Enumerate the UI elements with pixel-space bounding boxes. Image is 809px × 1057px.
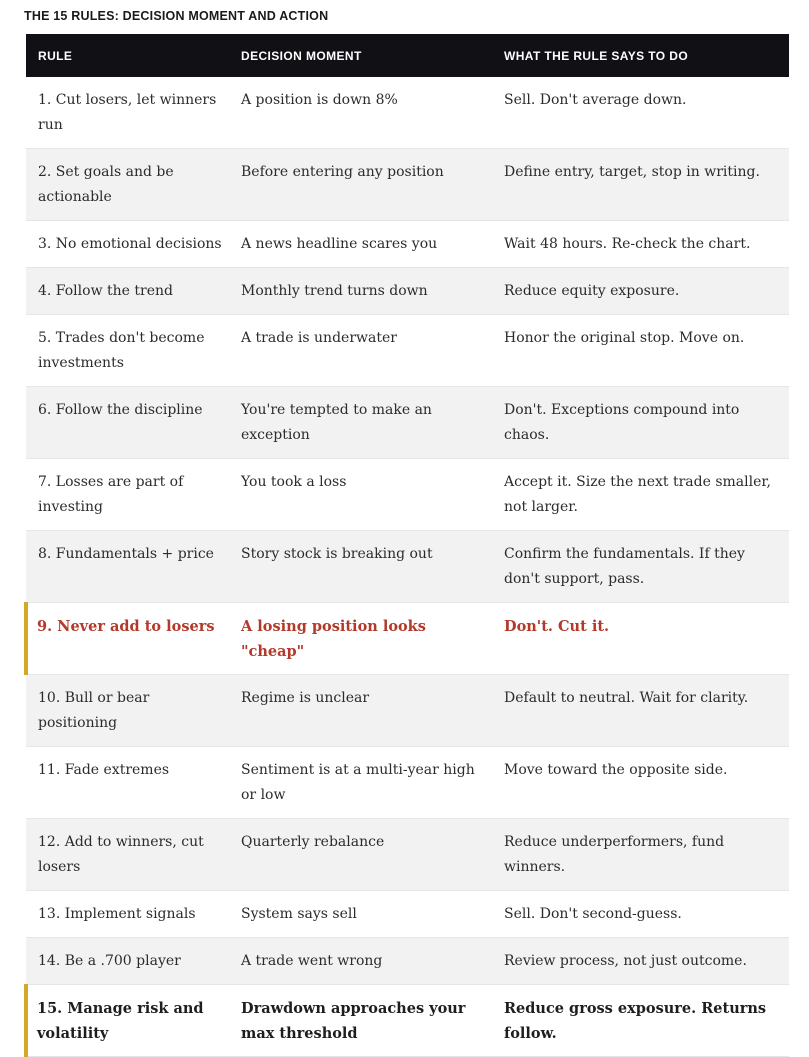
rule-cell: 4. Follow the trend — [26, 268, 233, 315]
decision-moment-cell: Regime is unclear — [233, 675, 496, 747]
decision-moment-cell: Quarterly rebalance — [233, 819, 496, 891]
rule-cell: 1. Cut losers, let winners run — [26, 77, 233, 149]
action-cell: Reduce underperformers, fund winners. — [496, 819, 789, 891]
rule-cell: 7. Losses are part of investing — [26, 459, 233, 531]
decision-moment-cell: A losing position looks "cheap" — [233, 603, 496, 675]
column-header-rule: RULE — [26, 34, 233, 77]
rule-cell: 13. Implement signals — [26, 891, 233, 938]
table-row — [26, 387, 789, 459]
action-cell: Move toward the opposite side. — [496, 747, 789, 819]
decision-moment-cell: Monthly trend turns down — [233, 268, 496, 315]
action-cell: Reduce gross exposure. Returns follow. — [496, 985, 789, 1057]
decision-moment-cell: A trade is underwater — [233, 315, 496, 387]
decision-moment-cell: You took a loss — [233, 459, 496, 531]
table-row — [26, 675, 789, 747]
rule-cell: 14. Be a .700 player — [26, 938, 233, 985]
table-header — [26, 34, 789, 77]
action-cell: Accept it. Size the next trade smaller, not larger. — [496, 459, 789, 531]
table-row — [26, 268, 789, 315]
decision-moment-cell: Before entering any position — [233, 149, 496, 221]
decision-moment-cell: Drawdown approaches your max threshold — [233, 985, 496, 1057]
table-row — [26, 747, 789, 819]
decision-moment-cell: You're tempted to make an exception — [233, 387, 496, 459]
table-row — [26, 221, 789, 268]
rule-cell: 12. Add to winners, cut losers — [26, 819, 233, 891]
table-row — [26, 315, 789, 387]
action-cell: Confirm the fundamentals. If they don't support, pass. — [496, 531, 789, 603]
rule-cell: 15. Manage risk and volatility — [26, 985, 233, 1057]
column-header-action: WHAT THE RULE SAYS TO DO — [496, 34, 789, 77]
table-caption: THE 15 RULES: DECISION MOMENT AND ACTION — [24, 9, 329, 23]
action-cell: Don't. Cut it. — [496, 603, 789, 675]
rule-cell: 6. Follow the discipline — [26, 387, 233, 459]
rule-cell: 11. Fade extremes — [26, 747, 233, 819]
action-cell: Define entry, target, stop in writing. — [496, 149, 789, 221]
table-row — [26, 819, 789, 891]
rule-cell: 10. Bull or bear positioning — [26, 675, 233, 747]
table-row — [26, 149, 789, 221]
decision-moment-cell: A news headline scares you — [233, 221, 496, 268]
highlighted-table-row — [26, 985, 789, 1057]
table-row — [26, 77, 789, 149]
rule-cell: 3. No emotional decisions — [26, 221, 233, 268]
action-cell: Sell. Don't average down. — [496, 77, 789, 149]
rule-cell: 5. Trades don't become investments — [26, 315, 233, 387]
table-body — [26, 77, 789, 1057]
highlighted-table-row — [26, 603, 789, 675]
action-cell: Review process, not just outcome. — [496, 938, 789, 985]
decision-moment-cell: System says sell — [233, 891, 496, 938]
table-row — [26, 891, 789, 938]
rules-table — [24, 34, 789, 1057]
decision-moment-cell: Sentiment is at a multi-year high or low — [233, 747, 496, 819]
action-cell: Wait 48 hours. Re-check the chart. — [496, 221, 789, 268]
decision-moment-cell: A position is down 8% — [233, 77, 496, 149]
action-cell: Honor the original stop. Move on. — [496, 315, 789, 387]
action-cell: Default to neutral. Wait for clarity. — [496, 675, 789, 747]
header-row — [26, 34, 789, 77]
table-row — [26, 531, 789, 603]
decision-moment-cell: Story stock is breaking out — [233, 531, 496, 603]
rule-cell: 9. Never add to losers — [26, 603, 233, 675]
action-cell: Sell. Don't second-guess. — [496, 891, 789, 938]
decision-moment-cell: A trade went wrong — [233, 938, 496, 985]
table-row — [26, 938, 789, 985]
action-cell: Don't. Exceptions compound into chaos. — [496, 387, 789, 459]
rule-cell: 2. Set goals and be actionable — [26, 149, 233, 221]
column-header-decision-moment: DECISION MOMENT — [233, 34, 496, 77]
action-cell: Reduce equity exposure. — [496, 268, 789, 315]
table-row — [26, 459, 789, 531]
rule-cell: 8. Fundamentals + price — [26, 531, 233, 603]
